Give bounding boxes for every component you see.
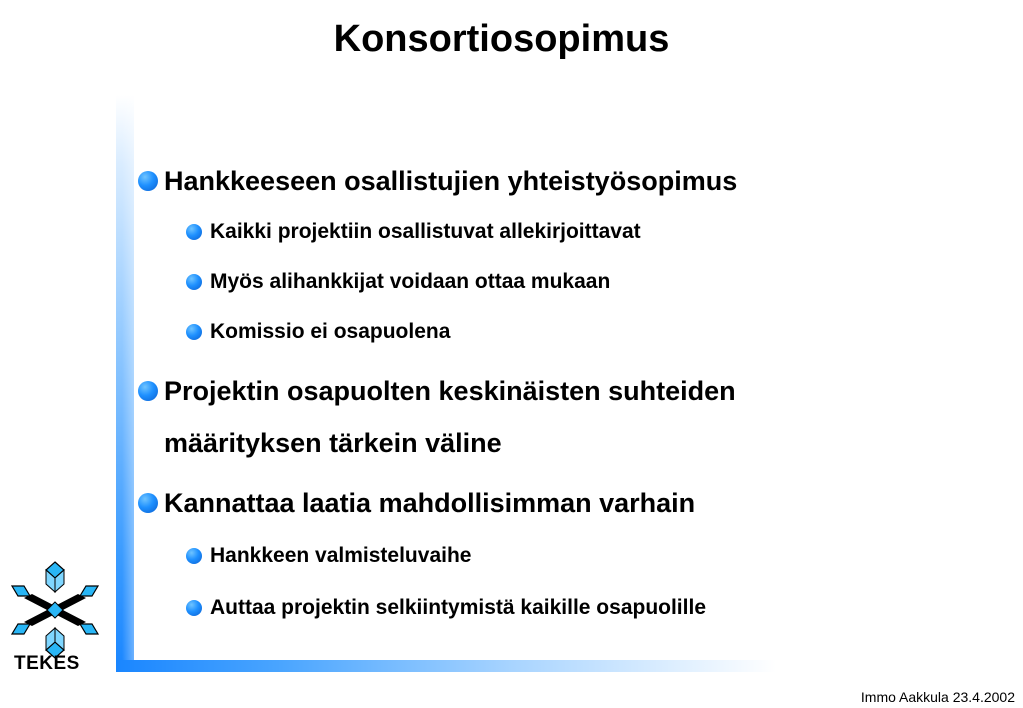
bullet-dot-icon — [138, 493, 158, 513]
sub-bullet-text: Auttaa projektin selkiintymistä kaikille osapuolille — [210, 596, 706, 619]
bullet-text: Kannattaa laatia mahdollisimman varhain — [164, 488, 696, 518]
sub-bullet-dot-icon — [186, 224, 202, 240]
left-frame-shading — [122, 95, 134, 660]
sub-bullet-dot-icon — [186, 274, 202, 290]
sub-bullet-text: Hankkeen valmisteluvaihe — [210, 544, 472, 567]
bullet-text-line-2: määrityksen tärkein väline — [164, 428, 502, 458]
sub-bullet-text: Kaikki projektiin osallistuvat allekirjoittavat — [210, 220, 641, 243]
tekes-logo-text: TEKES — [14, 653, 80, 674]
bullet-dot-icon — [138, 381, 158, 401]
sub-bullet-dot-icon — [186, 548, 202, 564]
bullet-dot-icon — [138, 171, 158, 191]
sub-bullet-dot-icon — [186, 600, 202, 616]
footer-author-date: Immo Aakkula 23.4.2002 — [860, 689, 1015, 705]
slide-title: Konsortiosopimus — [333, 18, 670, 60]
sub-bullet-text: Myös alihankkijat voidaan ottaa mukaan — [210, 270, 611, 293]
bullet-text: Hankkeeseen osallistujien yhteistyösopimus — [164, 166, 738, 196]
sub-bullet-text: Komissio ei osapuolena — [210, 320, 451, 343]
bottom-frame-bar — [116, 660, 776, 672]
sub-bullet-dot-icon — [186, 324, 202, 340]
bullet-text-line-1: Projektin osapuolten keskinäisten suhteiden — [164, 376, 736, 406]
